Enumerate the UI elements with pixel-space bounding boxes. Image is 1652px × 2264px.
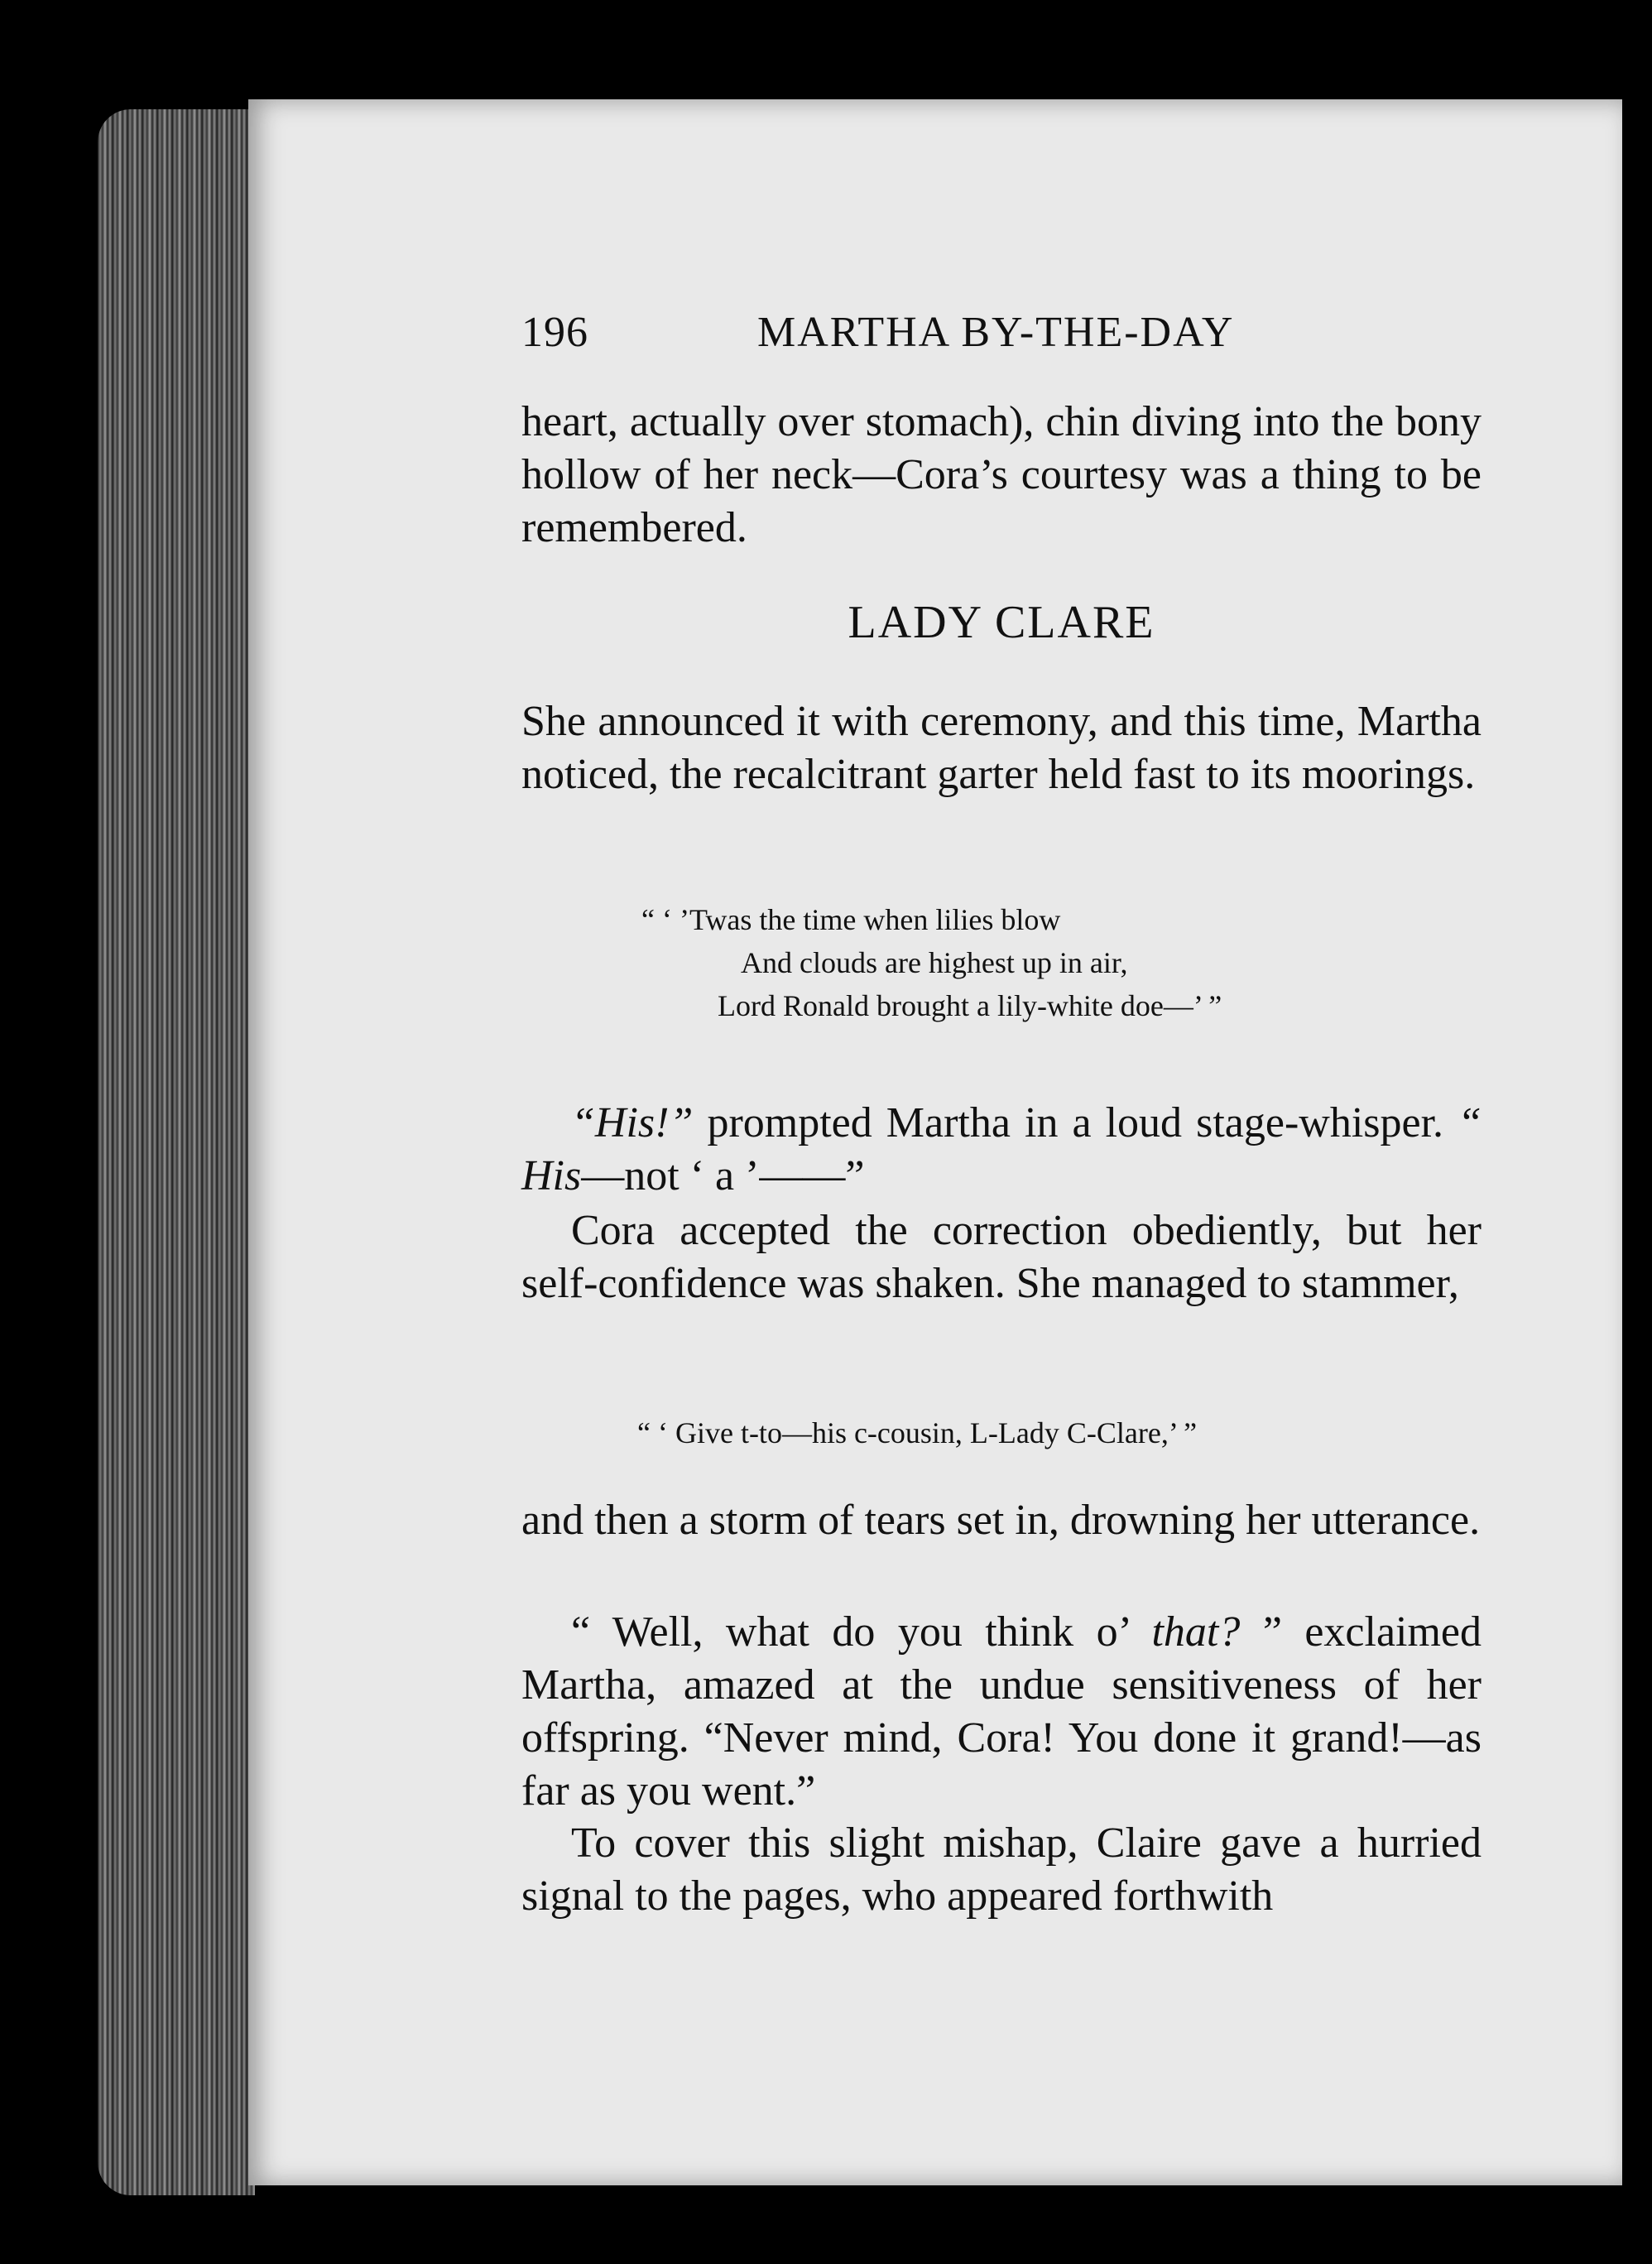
verse-1-line-2: And clouds are highest up in air, (741, 946, 1128, 979)
paragraph-3-italic-his-2: “ His (521, 1099, 1482, 1199)
paragraph-6-start: “ Well, what do you think o’ (571, 1608, 1152, 1656)
paragraph-6-italic-that: that? (1151, 1608, 1241, 1656)
running-head: MARTHA BY-THE-DAY (757, 309, 1235, 356)
paragraph-3-middle: prompted Martha in a loud stage-whisper. (693, 1099, 1458, 1146)
paragraph-6-end: ” exclaimed Martha, amazed at the undue sensitiveness of her offspring. “Never mind, Cora! You done it grand!—as far as you went.” (521, 1608, 1482, 1815)
verse-2-line-1: “ ‘ Give t-to—his c-cousin, L-Lady C-Clare,’ ” (637, 1416, 1198, 1449)
paragraph-3-italic-his: “His!” (571, 1099, 694, 1146)
verse-1-line-1: “ ‘ ’Twas the time when lilies blow (641, 903, 1061, 936)
paragraph-1: heart, actually over stomach), chin diving into the bony hollow of her neck—Cora’s courtesy was a thing to be remembered. (521, 398, 1482, 551)
page-header (521, 308, 1482, 366)
verse-2 (637, 1411, 1197, 1454)
paragraph-2: She announced it with ceremony, and this time, Martha noticed, the recalcitrant garter held fast to its moorings. (521, 698, 1482, 798)
verse-1 (641, 898, 1222, 1027)
verse-1-line-3: Lord Ronald brought a lily-white doe—’ ” (718, 989, 1222, 1022)
page-number: 196 (521, 309, 588, 356)
paragraph-4: Cora accepted the correction obediently, but her self-confidence was shaken. She managed to stammer, (521, 1207, 1482, 1307)
paragraph-6 (521, 1606, 1482, 1818)
book-page-edges (98, 109, 255, 2195)
paragraph-7: To cover this slight mishap, Claire gave a hurried signal to the pages, who appeared forthwith (521, 1819, 1482, 1920)
paragraph-3 (521, 1097, 1482, 1203)
paragraph-5: and then a storm of tears set in, drowning her utterance. (521, 1497, 1481, 1544)
section-heading: LADY CLARE (848, 597, 1155, 648)
paragraph-3-end: —not ‘ a ’——” (581, 1152, 865, 1199)
